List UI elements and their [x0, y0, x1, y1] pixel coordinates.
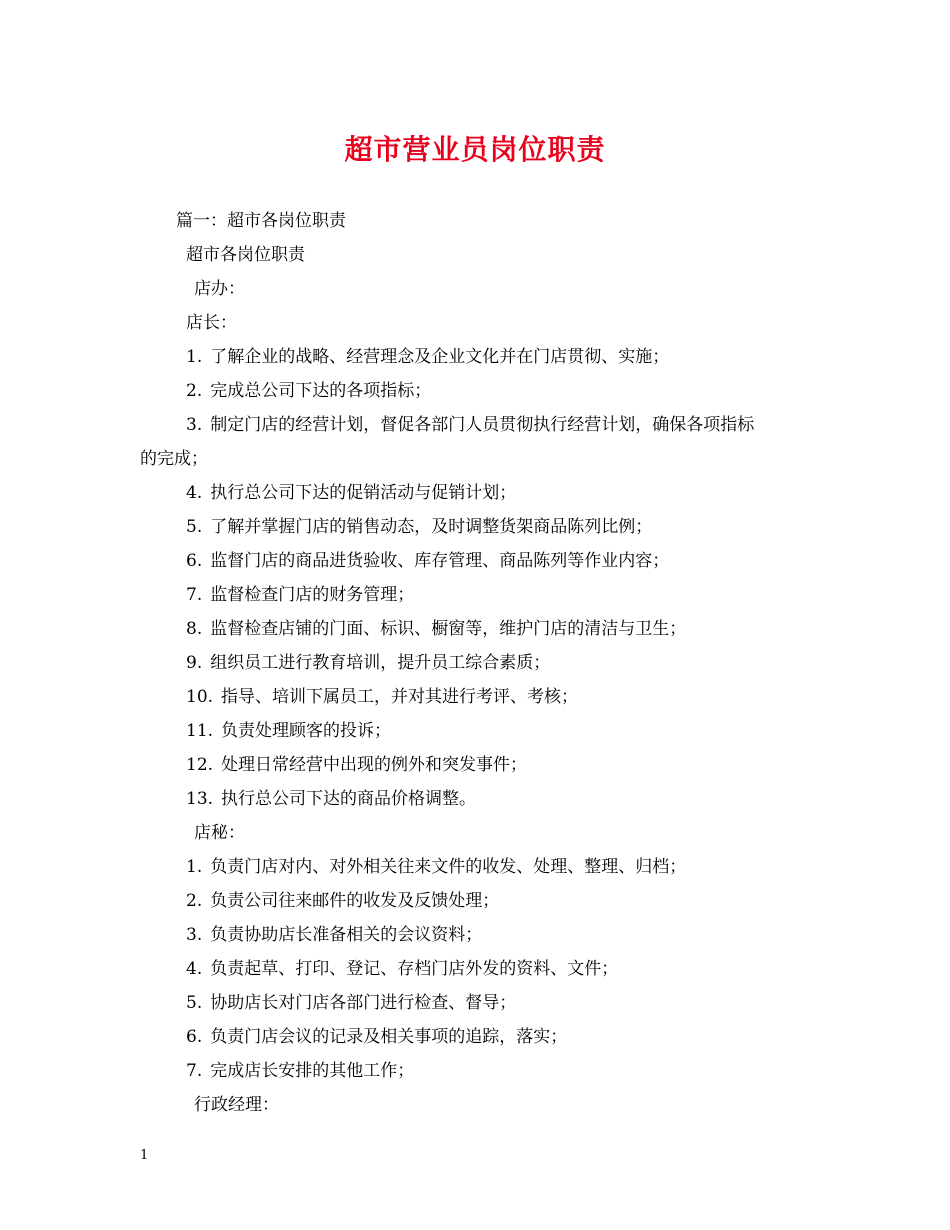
list-item [140, 476, 820, 510]
list-item-text: 制定门店的经营计划，督促各部门人员贯彻执行经营计划，确保各项指标 [210, 415, 755, 435]
list-item-number: 10. [186, 687, 214, 707]
list-item-text: 监督检查门店的财务管理； [210, 585, 415, 605]
list-item [140, 714, 820, 748]
list-item-number: 13. [186, 789, 214, 809]
list-item-number: 2. [186, 891, 203, 911]
list-item-number: 5. [186, 517, 203, 537]
list-item-number: 9. [186, 653, 203, 673]
list-item-number: 1. [186, 347, 203, 367]
list-item [140, 782, 820, 816]
list-item [140, 680, 820, 714]
list-item-text: 监督门店的商品进货验收、库存管理、商品陈列等作业内容； [210, 551, 670, 571]
list-item-number: 3. [186, 925, 203, 945]
list-item [140, 646, 820, 680]
list-item-number: 8. [186, 619, 203, 639]
list-item-text: 组织员工进行教育培训，提升员工综合素质； [210, 653, 551, 673]
list-item-text: 完成店长安排的其他工作； [210, 1061, 415, 1081]
role-admin-heading: 行政经理： [194, 1095, 279, 1115]
list-item-text: 负责门店会议的记录及相关事项的追踪，落实； [210, 1027, 568, 1047]
list-item-text: 负责门店对内、对外相关往来文件的收发、处理、整理、归档； [210, 857, 687, 877]
list-item [140, 986, 820, 1020]
list-item-number: 3. [186, 415, 203, 435]
section-heading: 篇一：超市各岗位职责 [176, 211, 346, 231]
list-item [140, 510, 820, 544]
list-item-text: 指导、培训下属员工，并对其进行考评、考核； [221, 687, 579, 707]
list-item-number: 11. [186, 721, 214, 741]
list-item [140, 374, 820, 408]
list-item [140, 850, 820, 884]
list-item-number: 1. [186, 857, 203, 877]
list-item [140, 918, 820, 952]
list-item-number: 5. [186, 993, 203, 1013]
list-item-text: 处理日常经营中出现的例外和突发事件； [221, 755, 528, 775]
list-item-text: 执行总公司下达的商品价格调整。 [221, 789, 477, 809]
list-item-text: 了解企业的战略、经营理念及企业文化并在门店贯彻、实施； [210, 347, 670, 367]
list-item [140, 340, 820, 374]
list-item-number: 6. [186, 1027, 203, 1047]
secretary-duties-list [140, 850, 820, 1088]
list-item-continuation: 的完成； [140, 449, 208, 469]
list-item [140, 1020, 820, 1054]
list-item [140, 578, 820, 612]
list-item-text: 协助店长对门店各部门进行检查、督导； [210, 993, 517, 1013]
list-item [140, 748, 820, 782]
list-item [140, 1054, 820, 1088]
list-item-text: 负责起草、打印、登记、存档门店外发的资料、文件； [210, 959, 619, 979]
list-item-text: 负责公司往来邮件的收发及反馈处理； [210, 891, 500, 911]
list-item-number: 12. [186, 755, 214, 775]
list-item-text: 负责处理顾客的投诉； [221, 721, 392, 741]
role-manager-heading: 店长： [186, 313, 237, 333]
list-item-text: 完成总公司下达的各项指标； [210, 381, 432, 401]
list-item-number: 6. [186, 551, 203, 571]
department-label: 店办： [194, 279, 245, 299]
list-item-number: 4. [186, 483, 203, 503]
subtitle: 超市各岗位职责 [186, 245, 305, 265]
list-item-text: 负责协助店长准备相关的会议资料； [210, 925, 483, 945]
list-item [140, 952, 820, 986]
manager-duties-list [140, 340, 820, 816]
document-body [140, 204, 820, 1122]
list-item [140, 884, 820, 918]
list-item-number: 4. [186, 959, 203, 979]
list-item-number: 7. [186, 585, 203, 605]
role-secretary-heading: 店秘： [194, 823, 245, 843]
list-item [140, 612, 820, 646]
list-item-number: 7. [186, 1061, 203, 1081]
list-item [140, 408, 820, 442]
list-item-text: 监督检查店铺的门面、标识、橱窗等，维护门店的清洁与卫生； [210, 619, 687, 639]
document-title: 超市营业员岗位职责 [344, 133, 606, 166]
page-number: 1 [140, 1148, 149, 1163]
list-item [140, 544, 820, 578]
list-item-text: 执行总公司下达的促销活动与促销计划； [210, 483, 517, 503]
list-item-number: 2. [186, 381, 203, 401]
list-item-text: 了解并掌握门店的销售动态，及时调整货架商品陈列比例； [210, 517, 653, 537]
